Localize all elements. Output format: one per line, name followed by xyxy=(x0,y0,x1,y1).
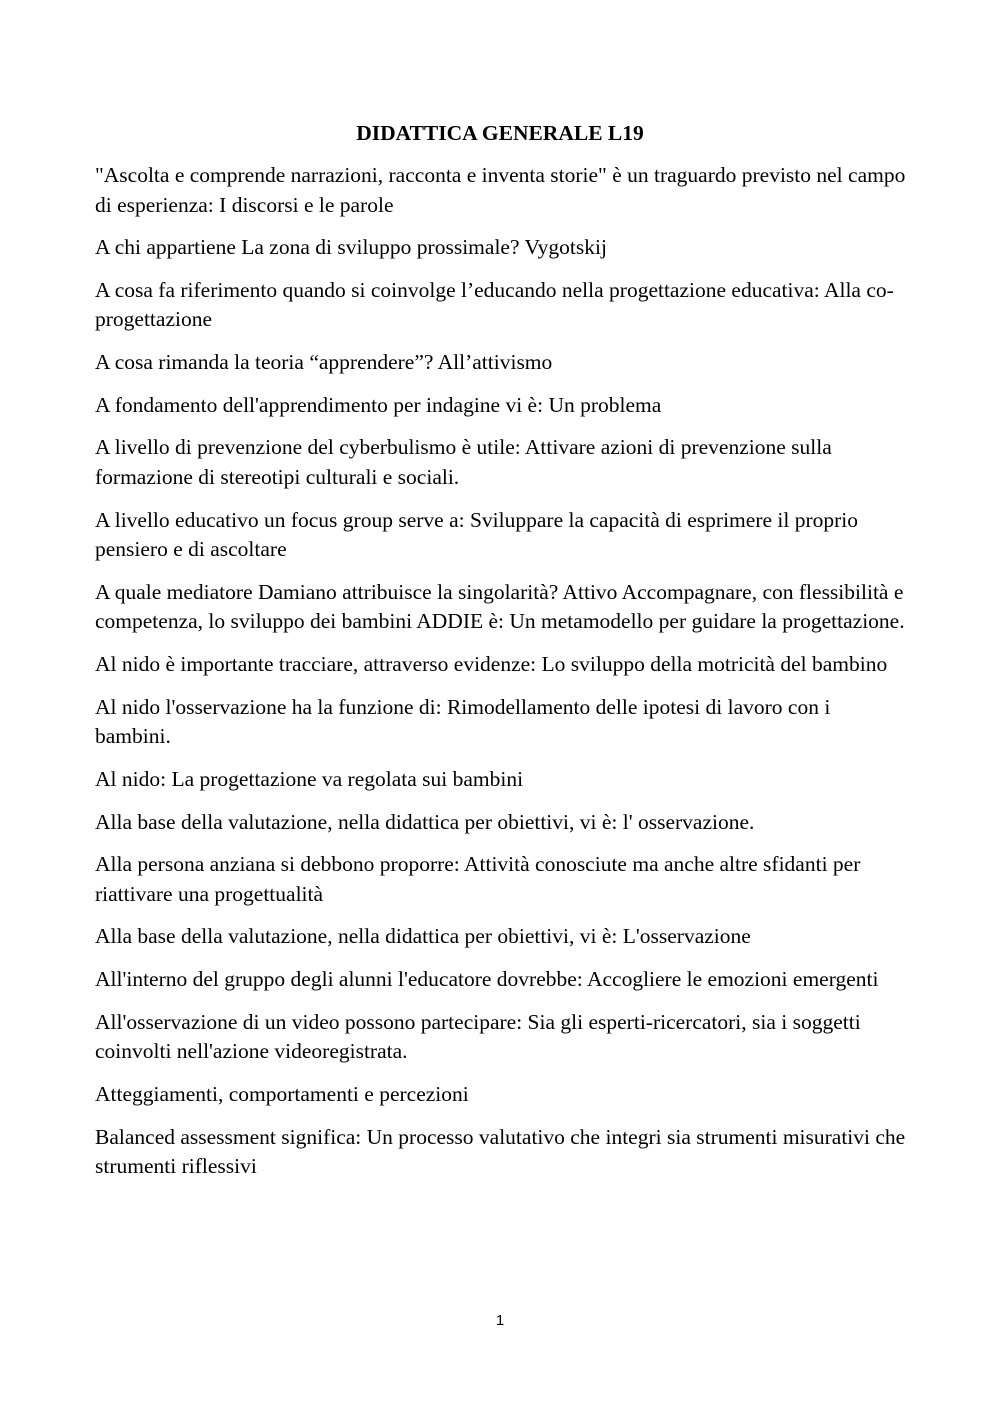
list-item: "Ascolta e comprende narrazioni, racconta e inventa storie" è un traguardo previsto nel campo di esperienza: I discorsi e le parole xyxy=(95,163,906,217)
list-item: Alla base della valutazione, nella didattica per obiettivi, vi è: l' osservazione. xyxy=(95,809,755,834)
entry-list xyxy=(95,161,910,1195)
list-item: Balanced assessment significa: Un processo valutativo che integri sia strumenti misurativi che strumenti riflessivi xyxy=(95,1124,906,1179)
list-item: A chi appartiene La zona di sviluppo prossimale? Vygotskij xyxy=(95,235,607,260)
list-item: A fondamento dell'apprendimento per indagine vi è: Un problema xyxy=(95,392,662,417)
list-item: Atteggiamenti, comportamenti e percezioni xyxy=(95,1082,469,1106)
list-item: A livello educativo un focus group serve a: Sviluppare la capacità di esprimere il proprio pensiero e di ascoltare xyxy=(95,507,859,562)
list-item: All'interno del gruppo degli alunni l'educatore dovrebbe: Accogliere le emozioni emergenti xyxy=(95,967,879,992)
list-item: Al nido: La progettazione va regolata sui bambini xyxy=(95,766,524,791)
list-item: A livello di prevenzione del cyberbulismo è utile: Attivare azioni di prevenzione sulla formazione di stereotipi culturali e sociali. xyxy=(95,435,832,489)
list-item: All'osservazione di un video possono partecipare: Sia gli esperti-ricercatori, sia i soggetti coinvolti nell'azione videoregistrata. xyxy=(95,1009,861,1064)
list-item: Alla base della valutazione, nella didattica per obiettivi, vi è: L'osservazione xyxy=(95,924,751,949)
list-item: A quale mediatore Damiano attribuisce la singolarità? Attivo Accompagnare, con flessibilità e competenza, lo sviluppo dei bambini ADDIE è: Un metamodello per guidare la progettazione. xyxy=(95,579,905,634)
list-item: Alla persona anziana si debbono proporre: Attività conosciute ma anche altre sfidanti per riattivare una progettualità xyxy=(95,852,861,906)
list-item: Al nido è importante tracciare, attraverso evidenze: Lo sviluppo della motricità del bambino xyxy=(95,652,888,676)
list-item: Al nido l'osservazione ha la funzione di: Rimodellamento delle ipotesi di lavoro con i bambini. xyxy=(95,694,831,749)
document-title: DIDATTICA GENERALE L19 xyxy=(356,121,644,145)
page-number: 1 xyxy=(495,1312,505,1329)
list-item: A cosa fa riferimento quando si coinvolge l’educando nella progettazione educativa: Alla co- progettazione xyxy=(95,277,894,332)
list-item: A cosa rimanda la teoria “apprendere”? All’attivismo xyxy=(95,350,553,375)
